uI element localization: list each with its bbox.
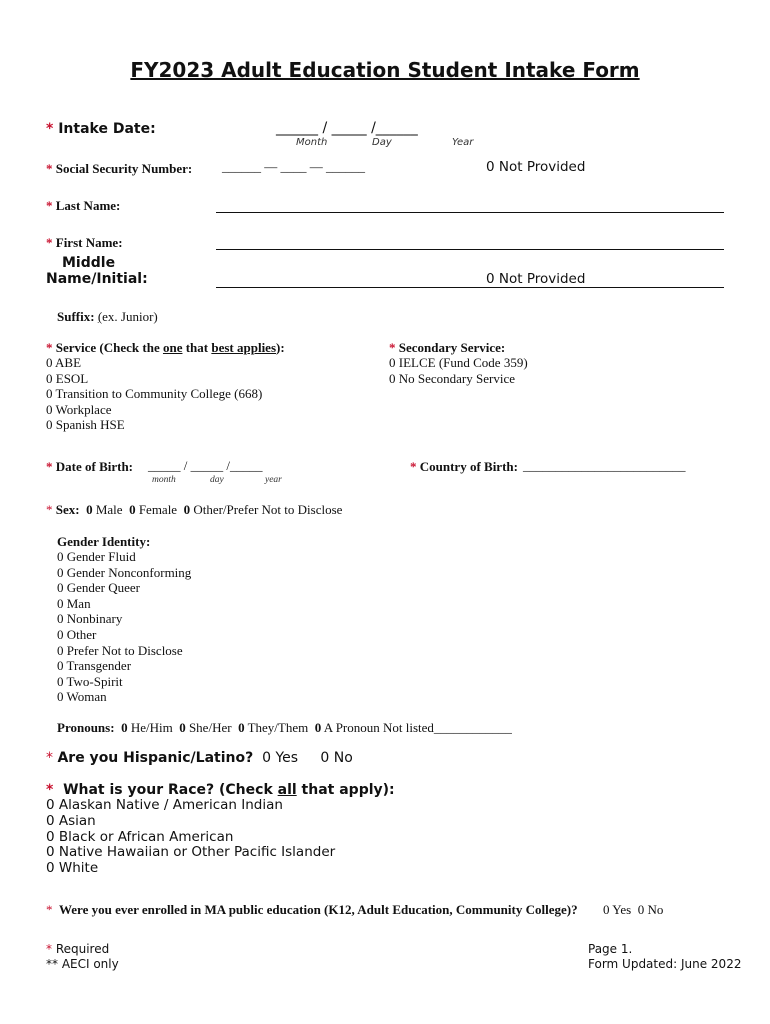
ma-public-label: Were you ever enrolled in MA public education (K12, Adult Education, Community College)? <box>59 902 578 917</box>
service-label-pre: Service (Check the <box>55 340 163 355</box>
race-option[interactable]: 0 Asian <box>46 812 96 829</box>
last-name-label <box>46 198 120 214</box>
required-marker: * <box>46 235 53 250</box>
required-marker: * <box>389 340 396 355</box>
footer-page-number: Page 1. <box>588 942 633 956</box>
pronoun-radio-other[interactable]: 0 <box>314 720 322 735</box>
sex-option-male[interactable]: Male <box>95 502 123 517</box>
required-marker: * <box>46 121 54 137</box>
sex-label: Sex: <box>55 502 80 517</box>
country-text: Country of Birth: <box>419 459 518 474</box>
race-option[interactable]: 0 White <box>46 860 99 877</box>
sex-row <box>46 502 342 518</box>
gender-option[interactable]: 0 Gender Nonconforming <box>57 564 192 580</box>
intake-day-caption: Day <box>372 137 392 148</box>
gender-option[interactable]: 0 Nonbinary <box>57 611 123 627</box>
service-option-workplace[interactable]: 0 Workplace <box>46 401 112 417</box>
required-marker: * <box>46 198 53 213</box>
footer-required-label: Required <box>52 942 110 956</box>
pronouns-row <box>57 720 512 736</box>
last-name-text: Last Name: <box>55 198 121 213</box>
pronoun-option-other[interactable]: A Pronoun Not listed____________ <box>323 720 512 735</box>
intake-month-caption: Month <box>296 137 328 148</box>
sex-radio-female[interactable]: 0 <box>129 502 136 517</box>
gender-option[interactable]: 0 Transgender <box>57 658 132 674</box>
first-name-field[interactable] <box>216 249 724 250</box>
pronoun-option-they[interactable]: They/Them <box>247 720 309 735</box>
service-option-esol[interactable]: 0 ESOL <box>46 370 89 386</box>
required-marker: * <box>46 902 53 917</box>
middle-not-provided[interactable]: 0 Not Provided <box>486 271 586 287</box>
gender-identity-label: Gender Identity: <box>57 534 151 549</box>
race-label-all: all <box>277 782 297 798</box>
race-label <box>46 782 395 798</box>
gender-option[interactable]: 0 Woman <box>57 689 107 705</box>
required-marker: * <box>46 459 53 474</box>
service-options <box>46 355 262 433</box>
suffix-hint-rest: ex. Junior) <box>102 309 158 324</box>
service-option-spanish-hse[interactable]: 0 Spanish HSE <box>46 417 125 433</box>
sex-option-other[interactable]: Other/Prefer Not to Disclose <box>193 502 343 517</box>
service-label <box>46 340 285 356</box>
service-label-post: ): <box>276 340 285 355</box>
sex-option-female[interactable]: Female <box>138 502 178 517</box>
first-name-text: First Name: <box>55 235 123 250</box>
footer-aeci: ** AECI only <box>46 957 119 971</box>
service-label-one: one <box>162 340 183 355</box>
race-option[interactable]: 0 Alaskan Native / American Indian <box>46 797 283 813</box>
race-options <box>46 798 335 877</box>
race-option[interactable]: 0 Native Hawaiian or Other Pacific Islander <box>46 844 336 861</box>
required-marker: * <box>46 340 53 355</box>
ssn-not-provided[interactable]: 0 Not Provided <box>486 159 586 175</box>
country-field[interactable]: _________________________ <box>523 458 686 473</box>
dob-day-caption: day <box>210 475 224 485</box>
hispanic-option-yes[interactable]: 0 Yes <box>262 750 299 766</box>
service-label-mid: that <box>182 340 212 355</box>
gender-identity-options <box>57 549 191 705</box>
intake-date-text: Intake Date: <box>58 121 156 137</box>
dob-text: Date of Birth: <box>55 459 134 474</box>
pronoun-radio-he[interactable]: 0 <box>121 720 128 735</box>
dob-month-caption: month <box>152 475 176 485</box>
suffix-label: Suffix: <box>57 309 95 324</box>
required-marker: * <box>46 161 53 176</box>
ssn-field[interactable]: ______ — ____ — ______ <box>222 159 365 174</box>
pronoun-radio-she[interactable]: 0 <box>179 720 186 735</box>
page-title: FY2023 Adult Education Student Intake Form <box>130 58 640 82</box>
ma-public-option-no[interactable]: 0 No <box>637 902 664 917</box>
gender-option[interactable]: 0 Man <box>57 595 91 611</box>
service-option-transition[interactable]: 0 Transition to Community College (668) <box>46 386 263 402</box>
race-option[interactable]: 0 Black or African American <box>46 828 234 845</box>
hispanic-option-no[interactable]: 0 No <box>320 750 353 766</box>
required-marker: * <box>46 750 53 766</box>
ssn-label <box>46 161 192 177</box>
ma-public-option-yes[interactable]: 0 Yes <box>603 902 632 917</box>
middle-name-label-line2: Name/Initial: <box>46 271 148 287</box>
secondary-option-ielce[interactable]: 0 IELCE (Fund Code 359) <box>389 355 528 370</box>
service-option-abe[interactable]: 0 ABE <box>46 355 82 370</box>
first-name-label <box>46 235 123 251</box>
intake-date-field[interactable]: ______ / _____ /______ <box>276 120 418 136</box>
secondary-service-text: Secondary Service: <box>398 340 506 355</box>
hispanic-row <box>46 750 353 766</box>
footer-updated: Form Updated: June 2022 <box>588 957 742 971</box>
gender-option[interactable]: 0 Gender Fluid <box>57 549 136 564</box>
ma-public-options <box>603 902 663 918</box>
sex-radio-other[interactable]: 0 <box>183 502 191 517</box>
secondary-service-options <box>389 355 528 386</box>
gender-option[interactable]: 0 Other <box>57 626 97 642</box>
intake-date-label <box>46 121 156 137</box>
secondary-option-none[interactable]: 0 No Secondary Service <box>389 370 515 386</box>
hispanic-label: Are you Hispanic/Latino? <box>57 750 254 766</box>
dob-field[interactable]: _____ / _____ /_____ <box>148 458 263 473</box>
middle-name-field[interactable] <box>216 287 724 288</box>
footer-required: * Required <box>46 942 110 956</box>
middle-name-label-line1: Middle <box>62 255 116 271</box>
last-name-field[interactable] <box>216 212 724 213</box>
required-marker: * <box>46 502 53 517</box>
suffix-hint-lead: ( <box>97 309 103 324</box>
dob-year-caption: year <box>265 475 282 485</box>
required-marker: * <box>46 782 54 798</box>
pronouns-label: Pronouns: <box>57 720 115 735</box>
gender-option[interactable]: 0 Prefer Not to Disclose <box>57 642 183 658</box>
service-label-best: best applies <box>211 340 277 355</box>
secondary-service-label <box>389 340 505 356</box>
pronoun-radio-they[interactable]: 0 <box>238 720 245 735</box>
pronoun-option-she[interactable]: She/Her <box>188 720 232 735</box>
gender-option[interactable]: 0 Gender Queer <box>57 580 141 596</box>
race-label-post: that apply): <box>296 782 395 798</box>
suffix-row <box>57 309 158 325</box>
country-label <box>410 459 518 475</box>
ssn-text: Social Security Number: <box>55 161 193 176</box>
ma-public-row <box>46 902 578 918</box>
dob-label <box>46 459 133 475</box>
required-marker: * <box>410 459 417 474</box>
pronoun-option-he[interactable]: He/Him <box>130 720 173 735</box>
intake-year-caption: Year <box>452 137 474 148</box>
gender-option[interactable]: 0 Two-Spirit <box>57 673 123 689</box>
race-label-pre: What is your Race? (Check <box>63 782 278 798</box>
sex-radio-male[interactable]: 0 <box>86 502 93 517</box>
